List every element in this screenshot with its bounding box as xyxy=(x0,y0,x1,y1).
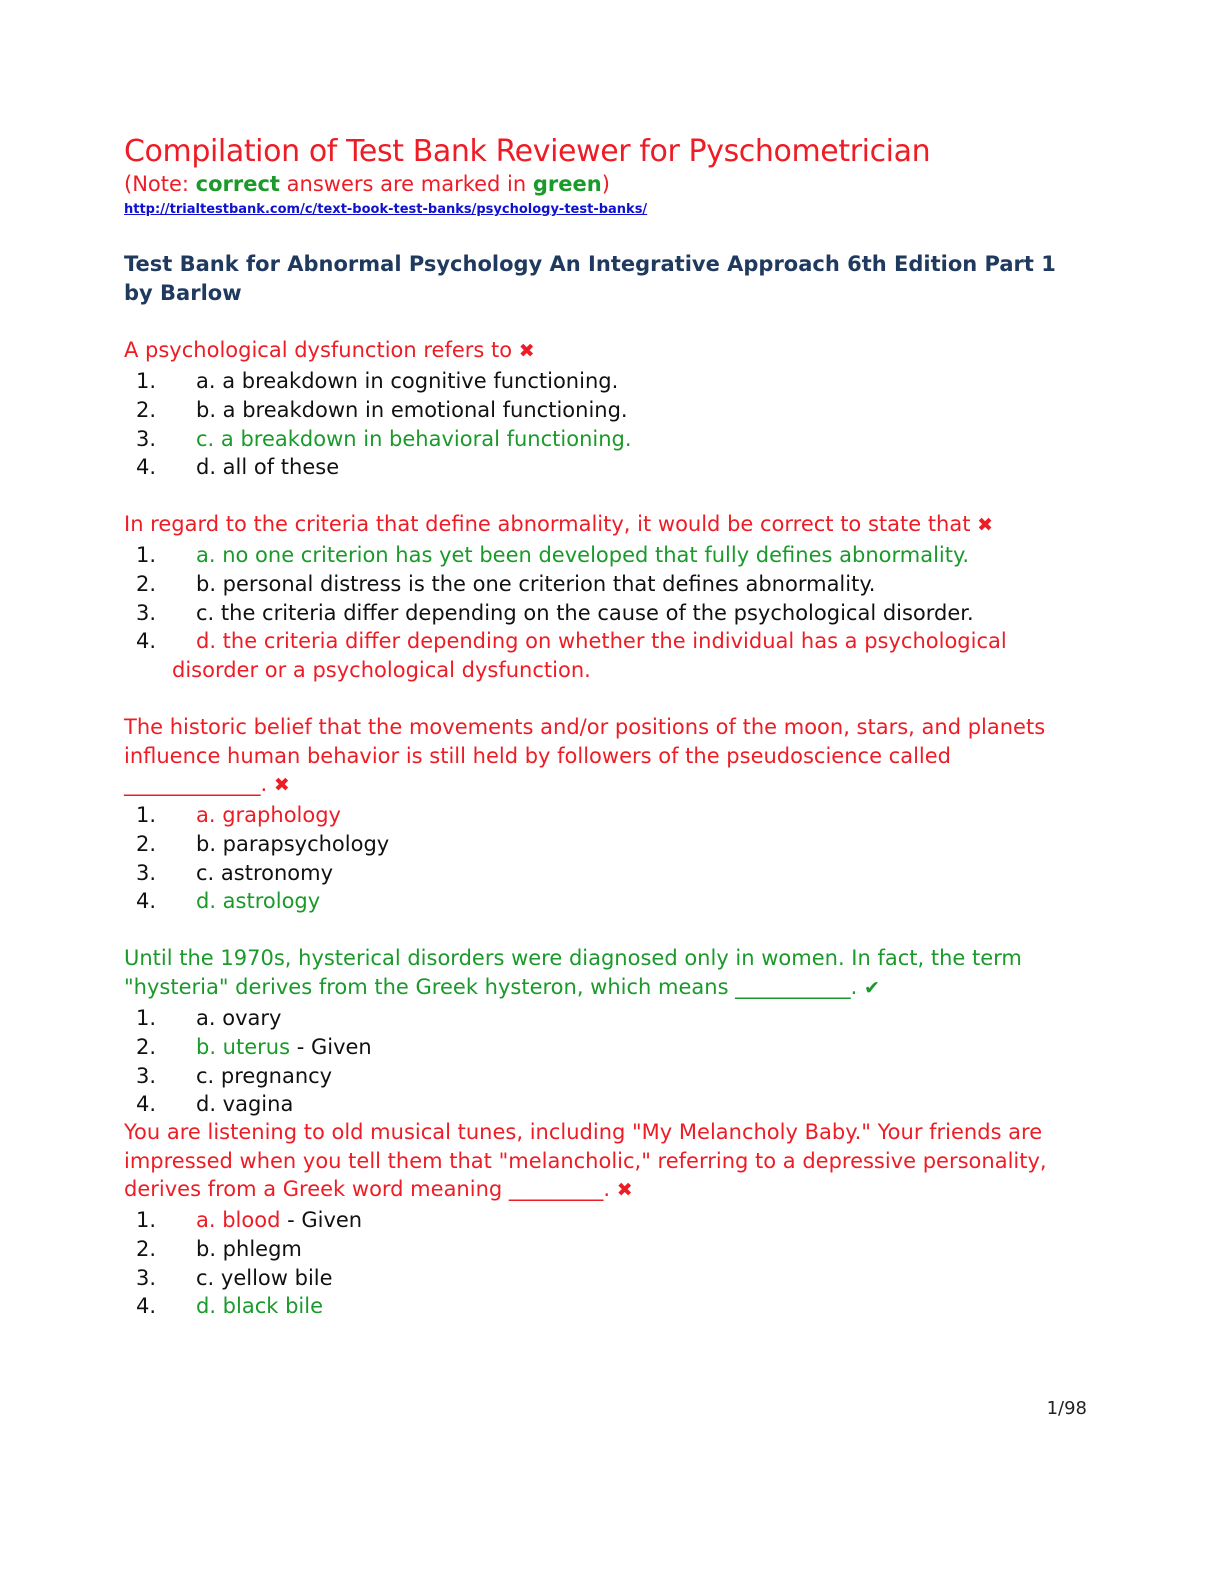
list-item xyxy=(124,1090,1084,1119)
section-heading: Test Bank for Abnormal Psychology An Integrative Approach 6th Edition Part 1 by Barlow xyxy=(124,252,1056,305)
options-list-2 xyxy=(124,541,1084,685)
option-number: 2. xyxy=(136,571,157,596)
option-number: 1. xyxy=(136,1006,157,1030)
incorrect-mark-icon: ✖ xyxy=(518,340,535,362)
list-item xyxy=(124,367,1084,396)
list-item xyxy=(124,830,1084,859)
options-list-4 xyxy=(124,1004,1084,1119)
question-text: A psychological dysfunction refers to xyxy=(124,338,519,362)
question-text: Until the 1970s, hysterical disorders were diagnosed only in women. In fact, the term "hysteria" derives from the Greek hysteron, which means ___________. xyxy=(124,946,1022,999)
legend-note xyxy=(124,172,610,196)
option-number: 4. xyxy=(136,1092,157,1117)
question-3 xyxy=(124,713,1084,800)
list-item xyxy=(124,1033,1084,1062)
option-number: 3. xyxy=(136,1063,157,1088)
note-mid: answers are marked in xyxy=(279,172,533,196)
note-correct-word: correct xyxy=(195,172,280,196)
option-number: 2. xyxy=(136,1034,157,1059)
option-number: 3. xyxy=(136,1265,157,1290)
option-text: b. personal distress is the one criterion that defines abnormality. xyxy=(196,571,876,596)
page-title: Compilation of Test Bank Reviewer for Pyschometrician xyxy=(124,134,931,169)
option-text-selected: a. blood xyxy=(196,1208,281,1232)
option-text-correct: c. a breakdown in behavioral functioning. xyxy=(196,426,632,451)
note-green-word: green xyxy=(532,172,602,196)
option-number: 4. xyxy=(136,629,157,654)
option-text: b. phlegm xyxy=(196,1236,302,1261)
list-item xyxy=(124,887,1084,916)
list-item xyxy=(124,859,1084,888)
list-item xyxy=(124,1206,1084,1235)
option-text: d. vagina xyxy=(196,1092,294,1117)
option-number: 4. xyxy=(136,889,157,914)
question-5 xyxy=(124,1118,1084,1205)
incorrect-mark-icon: ✖ xyxy=(616,1179,633,1201)
question-1 xyxy=(124,336,1084,366)
option-text-continued: disorder or a psychological dysfunction. xyxy=(172,658,591,683)
incorrect-mark-icon: ✖ xyxy=(977,514,994,536)
list-item xyxy=(124,627,1084,685)
option-text: a. a breakdown in cognitive functioning. xyxy=(196,369,619,393)
question-text: You are listening to old musical tunes, including "My Melancholy Baby." Your friends are impressed when you tell them that "melancholic," referring to a depressive personality, derives from a Greek word meaning _________. xyxy=(124,1120,1047,1201)
page-number: 1/98 xyxy=(1046,1398,1087,1419)
list-item xyxy=(124,599,1084,628)
option-number: 1. xyxy=(136,543,157,567)
option-number: 4. xyxy=(136,1294,157,1319)
option-text: c. astronomy xyxy=(196,860,334,885)
option-number: 1. xyxy=(136,1208,157,1232)
list-item xyxy=(124,453,1084,482)
note-open: (Note: xyxy=(124,172,196,196)
options-list-1 xyxy=(124,367,1084,482)
options-list-5 xyxy=(124,1206,1084,1321)
option-number: 3. xyxy=(136,600,157,625)
list-item xyxy=(124,1062,1084,1091)
option-text: b. parapsychology xyxy=(196,831,390,856)
option-number: 2. xyxy=(136,831,157,856)
options-list-3 xyxy=(124,801,1084,916)
source-link[interactable]: http://trialtestbank.com/c/text-book-test-banks/psychology-test-banks/ xyxy=(124,202,648,217)
question-text: In regard to the criteria that define abnormality, it would be correct to state that xyxy=(124,512,978,536)
note-close: ) xyxy=(601,172,610,196)
list-item xyxy=(124,425,1084,454)
option-number: 1. xyxy=(136,803,157,827)
option-text-selected: d. the criteria differ depending on whether the individual has a psychological xyxy=(196,629,1007,654)
option-given-label: - Given xyxy=(290,1034,372,1059)
list-item xyxy=(124,541,1084,570)
option-text-correct: d. astrology xyxy=(196,889,321,914)
question-text: The historic belief that the movements and/or positions of the moon, stars, and planets influence human behavior is still held by followers of the pseudoscience called _____________. xyxy=(124,715,1046,796)
question-4 xyxy=(124,944,1084,1002)
list-item xyxy=(124,801,1084,830)
question-2 xyxy=(124,510,1084,540)
option-number: 1. xyxy=(136,369,157,393)
option-text: a. ovary xyxy=(196,1006,282,1030)
option-text-correct: a. no one criterion has yet been developed that fully defines abnormality. xyxy=(196,543,970,567)
check-mark-icon: ✔ xyxy=(864,976,880,999)
option-number: 2. xyxy=(136,1236,157,1261)
option-number: 2. xyxy=(136,397,157,422)
list-item xyxy=(124,1235,1084,1264)
list-item xyxy=(124,570,1084,599)
option-number: 3. xyxy=(136,860,157,885)
option-text: c. the criteria differ depending on the cause of the psychological disorder. xyxy=(196,600,974,625)
list-item xyxy=(124,1292,1084,1321)
option-text: c. pregnancy xyxy=(196,1063,333,1088)
list-item xyxy=(124,396,1084,425)
option-given-label: - Given xyxy=(280,1208,363,1232)
option-text-selected: a. graphology xyxy=(196,803,341,827)
list-item xyxy=(124,1004,1084,1033)
option-text: b. a breakdown in emotional functioning. xyxy=(196,397,628,422)
option-number: 4. xyxy=(136,455,157,480)
option-text-correct: d. black bile xyxy=(196,1294,324,1319)
option-text: c. yellow bile xyxy=(196,1265,333,1290)
option-text-correct: b. uterus xyxy=(196,1034,291,1059)
incorrect-mark-icon: ✖ xyxy=(273,774,290,796)
list-item xyxy=(124,1264,1084,1293)
option-number: 3. xyxy=(136,426,157,451)
option-text: d. all of these xyxy=(196,455,340,480)
